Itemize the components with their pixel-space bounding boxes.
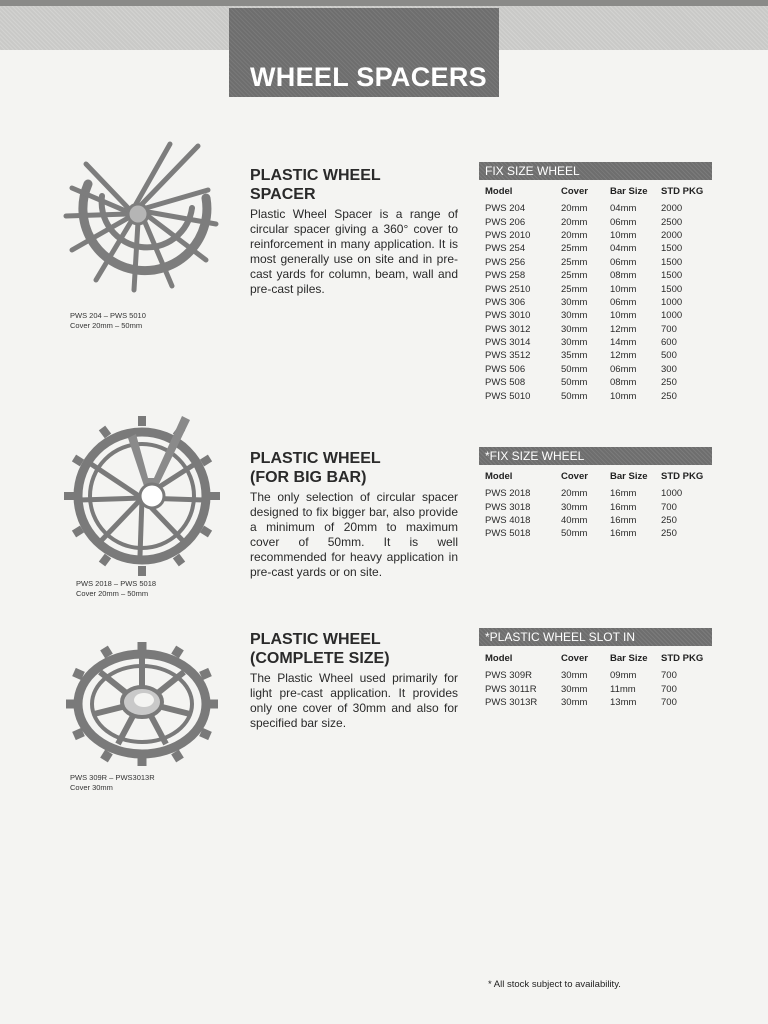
cover-cell: 50mm — [561, 377, 588, 389]
model-cell: PWS 309R — [485, 670, 532, 682]
model-cell: PWS 254 — [485, 243, 526, 255]
cover-cell: 25mm — [561, 270, 588, 282]
model-cell: PWS 2010 — [485, 229, 531, 241]
std-pkg-cell: 1500 — [661, 256, 683, 268]
column-header: STD PKG — [661, 185, 704, 197]
std-pkg-cell: 2500 — [661, 216, 683, 228]
model-cell: PWS 3014 — [485, 337, 531, 349]
cover-cell: 25mm — [561, 256, 588, 268]
model-cell: PWS 5010 — [485, 390, 531, 402]
wheel-spacer-image — [58, 140, 228, 305]
product-caption: PWS 309R – PWS3013R Cover 30mm — [70, 773, 155, 792]
std-pkg-cell: 500 — [661, 350, 677, 362]
table-row — [485, 202, 711, 215]
std-pkg-cell: 700 — [661, 323, 677, 335]
cover-cell: 50mm — [561, 390, 588, 402]
spec-table — [485, 647, 711, 709]
bar-size-cell: 16mm — [610, 514, 637, 526]
cover-cell: 30mm — [561, 501, 588, 513]
cover-cell: 30mm — [561, 696, 588, 708]
column-header: Cover — [561, 652, 588, 664]
table-row — [485, 514, 711, 527]
table-heading: *FIX SIZE WHEEL — [479, 447, 712, 465]
cover-cell: 50mm — [561, 528, 588, 540]
bar-size-cell: 08mm — [610, 270, 637, 282]
product-title: PLASTIC WHEEL SPACER — [250, 167, 381, 203]
model-cell: PWS 256 — [485, 256, 526, 268]
std-pkg-cell: 1000 — [661, 488, 683, 500]
cover-cell: 25mm — [561, 283, 588, 295]
column-header: Model — [485, 470, 513, 482]
bar-size-cell: 14mm — [610, 337, 637, 349]
bar-size-cell: 06mm — [610, 363, 637, 375]
std-pkg-cell: 250 — [661, 514, 677, 526]
model-cell: PWS 2510 — [485, 283, 531, 295]
bar-size-cell: 13mm — [610, 696, 637, 708]
std-pkg-cell: 250 — [661, 528, 677, 540]
model-cell: PWS 506 — [485, 363, 526, 375]
cover-cell: 30mm — [561, 323, 588, 335]
cover-cell: 20mm — [561, 488, 588, 500]
table-row — [485, 296, 711, 309]
std-pkg-cell: 1500 — [661, 283, 683, 295]
table-row — [485, 696, 711, 709]
std-pkg-cell: 600 — [661, 337, 677, 349]
cover-cell: 20mm — [561, 203, 588, 215]
bar-size-cell: 06mm — [610, 296, 637, 308]
std-pkg-cell: 1500 — [661, 243, 683, 255]
bar-size-cell: 06mm — [610, 216, 637, 228]
model-cell: PWS 508 — [485, 377, 526, 389]
bar-size-cell: 12mm — [610, 350, 637, 362]
bar-size-cell: 16mm — [610, 501, 637, 513]
table-row — [485, 215, 711, 228]
big-bar-wheel-image — [62, 408, 222, 580]
bar-size-cell: 04mm — [610, 203, 637, 215]
std-pkg-cell: 700 — [661, 696, 677, 708]
table-row — [485, 363, 711, 376]
std-pkg-cell: 1000 — [661, 296, 683, 308]
table-row — [485, 527, 711, 540]
cover-cell: 25mm — [561, 243, 588, 255]
table-row — [485, 242, 711, 255]
bar-size-cell: 08mm — [610, 377, 637, 389]
table-heading: FIX SIZE WHEEL — [479, 162, 712, 180]
product-description: The Plastic Wheel used primarily for light pre-cast application. It provides only one cover of 30mm and also for specified bar size. — [250, 671, 458, 730]
model-cell: PWS 206 — [485, 216, 526, 228]
table-row — [485, 336, 711, 349]
table-row — [485, 309, 711, 322]
column-header: Cover — [561, 185, 588, 197]
column-header: Cover — [561, 470, 588, 482]
spec-table — [485, 465, 711, 541]
table-row — [485, 389, 711, 402]
table-row — [485, 349, 711, 362]
table-row — [485, 229, 711, 242]
cover-cell: 50mm — [561, 363, 588, 375]
column-header: Bar Size — [610, 470, 648, 482]
table-row — [485, 487, 711, 500]
table-row — [485, 682, 711, 695]
model-cell: PWS 3012 — [485, 323, 531, 335]
bar-size-cell: 09mm — [610, 670, 637, 682]
model-cell: PWS 3013R — [485, 696, 538, 708]
product-description: The only selection of circular spacer designed to fix bigger bar, also provide a minimum of 20mm to maximum cover of 50mm. It is well recommended for heavy application in pre-cast yards or on site. — [250, 490, 458, 579]
bar-size-cell: 16mm — [610, 488, 637, 500]
bar-size-cell: 04mm — [610, 243, 637, 255]
bar-size-cell: 06mm — [610, 256, 637, 268]
model-cell: PWS 5018 — [485, 528, 531, 540]
column-header: STD PKG — [661, 470, 704, 482]
cover-cell: 20mm — [561, 229, 588, 241]
cover-cell: 40mm — [561, 514, 588, 526]
table-row — [485, 669, 711, 682]
product-caption: PWS 204 – PWS 5010 Cover 20mm – 50mm — [70, 311, 146, 330]
model-cell: PWS 2018 — [485, 488, 531, 500]
model-cell: PWS 3010 — [485, 310, 531, 322]
std-pkg-cell: 1500 — [661, 270, 683, 282]
bar-size-cell: 10mm — [610, 310, 637, 322]
product-description: Plastic Wheel Spacer is a range of circular spacer giving a 360° cover to reinforcement in many application. It is most generally use on site and in pre-cast yards for column, beam, wall and pre-cast piles. — [250, 207, 458, 296]
product-caption: PWS 2018 – PWS 5018 Cover 20mm – 50mm — [76, 579, 157, 598]
column-header: Model — [485, 652, 513, 664]
model-cell: PWS 3011R — [485, 683, 537, 695]
cover-cell: 20mm — [561, 216, 588, 228]
cover-cell: 30mm — [561, 310, 588, 322]
std-pkg-cell: 300 — [661, 363, 677, 375]
model-cell: PWS 306 — [485, 296, 526, 308]
std-pkg-cell: 700 — [661, 670, 677, 682]
column-header: Bar Size — [610, 185, 648, 197]
std-pkg-cell: 1000 — [661, 310, 683, 322]
model-cell: PWS 4018 — [485, 514, 531, 526]
page-title: WHEEL SPACERS — [250, 62, 487, 92]
model-cell: PWS 3018 — [485, 501, 531, 513]
spec-table — [485, 180, 711, 403]
cover-cell: 30mm — [561, 670, 588, 682]
bar-size-cell: 16mm — [610, 528, 637, 540]
cover-cell: 30mm — [561, 683, 588, 695]
bar-size-cell: 10mm — [610, 229, 637, 241]
table-row — [485, 269, 711, 282]
stock-footnote: * All stock subject to availability. — [488, 979, 621, 990]
std-pkg-cell: 2000 — [661, 203, 683, 215]
product-title: PLASTIC WHEEL (FOR BIG BAR) — [250, 450, 381, 486]
model-cell: PWS 3512 — [485, 350, 531, 362]
model-cell: PWS 204 — [485, 203, 526, 215]
table-row — [485, 500, 711, 513]
table-row — [485, 282, 711, 295]
table-row — [485, 376, 711, 389]
table-row — [485, 323, 711, 336]
table-row — [485, 256, 711, 269]
column-header: Model — [485, 185, 513, 197]
product-title: PLASTIC WHEEL (COMPLETE SIZE) — [250, 631, 390, 667]
std-pkg-cell: 250 — [661, 377, 677, 389]
std-pkg-cell: 700 — [661, 501, 677, 513]
std-pkg-cell: 2000 — [661, 229, 683, 241]
cover-cell: 35mm — [561, 350, 588, 362]
bar-size-cell: 12mm — [610, 323, 637, 335]
std-pkg-cell: 250 — [661, 390, 677, 402]
bar-size-cell: 10mm — [610, 390, 637, 402]
std-pkg-cell: 700 — [661, 683, 677, 695]
bar-size-cell: 10mm — [610, 283, 637, 295]
cover-cell: 30mm — [561, 337, 588, 349]
complete-size-wheel-image — [58, 634, 223, 774]
model-cell: PWS 258 — [485, 270, 526, 282]
bar-size-cell: 11mm — [610, 683, 636, 695]
column-header: STD PKG — [661, 652, 704, 664]
table-heading: *PLASTIC WHEEL SLOT IN — [479, 628, 712, 646]
cover-cell: 30mm — [561, 296, 588, 308]
column-header: Bar Size — [610, 652, 648, 664]
